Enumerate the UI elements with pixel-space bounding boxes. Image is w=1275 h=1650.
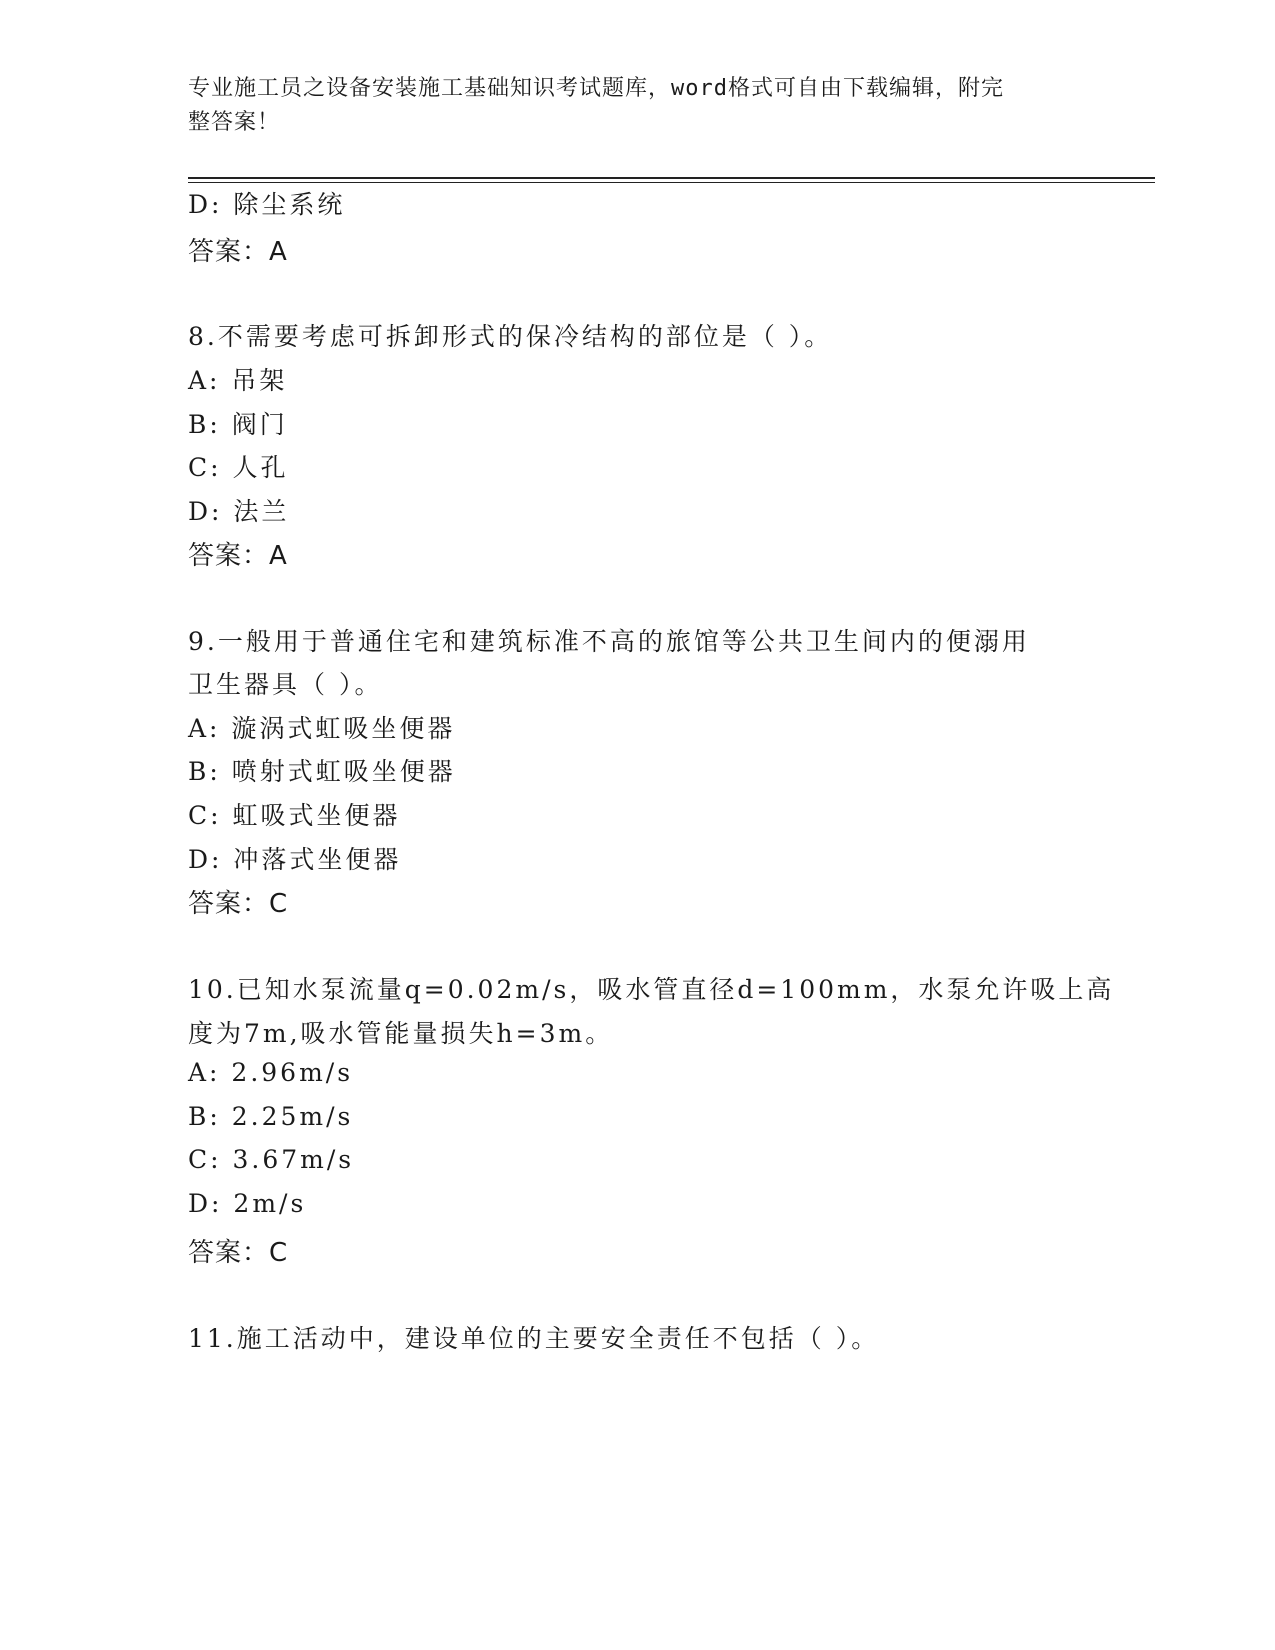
question-9-answer: 答案：C [188,889,289,919]
header-line-2: 整答案！ [188,110,281,135]
question-9-option-c: C: 虹吸式坐便器 [188,801,401,830]
question-9-option-a: A: 漩涡式虹吸坐便器 [188,714,456,743]
header-divider-thick [188,177,1155,179]
question-8-answer: 答案：A [188,541,288,571]
question-10-answer: 答案：C [188,1238,289,1268]
question-10-option-c: C: 3.67m/s [188,1145,355,1174]
question-8-option-b: B: 阀门 [188,410,288,439]
question-9-option-b: B: 喷射式虹吸坐便器 [188,757,456,786]
question-10-option-d: D: 2m/s [188,1189,307,1218]
question-11-stem: 11.施工活动中，建设单位的主要安全责任不包括（ ）。 [188,1324,880,1353]
question-10-stem-line-2: 度为7m,吸水管能量损失h=3m。 [188,1019,614,1048]
question-10-option-a: A: 2.96m/s [188,1058,354,1087]
header-divider-thin [188,182,1155,183]
header-line-1: 专业施工员之设备安装施工基础知识考试题库，word格式可自由下载编辑，附完 [188,76,1004,101]
question-8-option-d: D: 法兰 [188,497,290,526]
question-9-option-d: D: 冲落式坐便器 [188,845,402,874]
question-9-stem-line-2: 卫生器具（ ）。 [188,670,383,699]
question-9-stem-line-1: 9.一般用于普通住宅和建筑标准不高的旅馆等公共卫生间内的便溺用 [188,627,1030,656]
question-8-option-c: C: 人孔 [188,453,289,482]
question-8-option-a: A: 吊架 [188,366,288,395]
question-10-option-b: B: 2.25m/s [188,1102,354,1131]
question-10-stem-line-1: 10.已知水泵流量q=0.02m/s，吸水管直径d=100mm，水泵允许吸上高 [188,975,1115,1004]
question-8-stem: 8.不需要考虑可拆卸形式的保冷结构的部位是（ ）。 [188,322,833,351]
prev-question-answer: 答案：A [188,237,288,267]
prev-question-option-d: D: 除尘系统 [188,190,346,219]
document-header [188,72,1068,140]
